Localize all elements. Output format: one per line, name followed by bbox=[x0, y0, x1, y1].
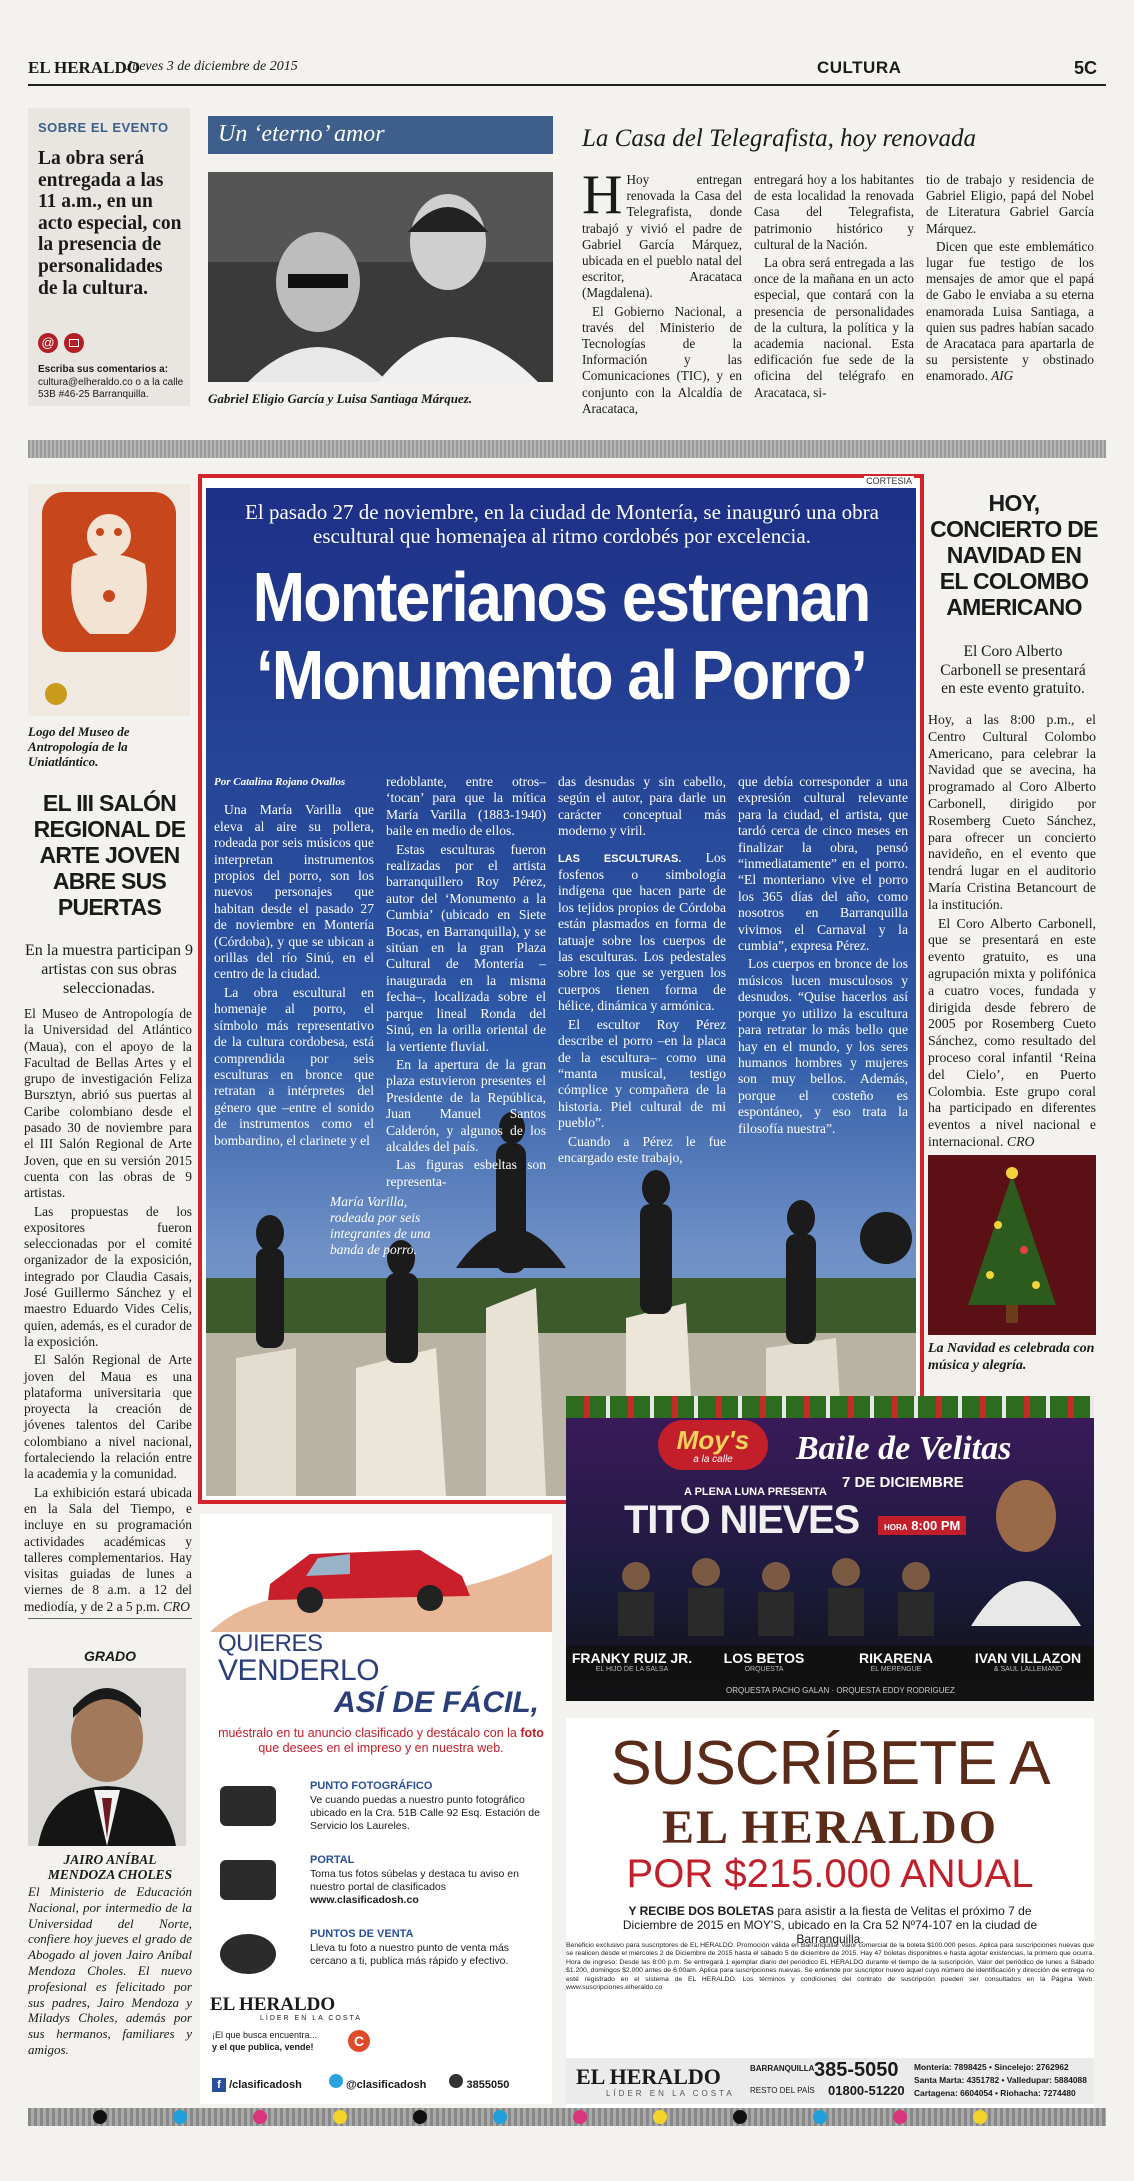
telegrafista-p3: entregará hoy a los habitantes de esta localidad la renovada Casa del Telegrafista, patrimonio histórico y cultural de la Nación. bbox=[754, 172, 914, 252]
grado-kicker: GRADO bbox=[83, 1648, 137, 1664]
clasif-line-3: ASÍ DE FÁCIL, bbox=[334, 1686, 540, 1719]
clasif-sub bbox=[212, 1726, 550, 1756]
concierto-p1: Hoy, a las 8:00 p.m., el Centro Cultural Colombo Americano, para celebrar la Navidad que se avecina, ha programado al Coro Alberto Carbonell, dirigido por Rosemberg Cueto Sánchez, para ofrecer un concierto navideño, en el evento que tendrá lugar en el auditorio María Cristina Betancourt de la institución. bbox=[928, 712, 1096, 912]
sus-city: BARRANQUILLA bbox=[750, 2064, 815, 2073]
registration-marks bbox=[60, 2108, 1080, 2126]
sus-line-2: EL HERALDO bbox=[661, 1801, 999, 1854]
artist-sub: EL HIJO DE LA SALSA bbox=[595, 1666, 669, 1673]
eterno-tag bbox=[208, 116, 553, 154]
sus-logo-sub: LÍDER EN LA COSTA bbox=[606, 2089, 735, 2098]
facebook-icon[interactable]: f bbox=[212, 2078, 226, 2092]
velitas-date: 7 DE DICIEMBRE bbox=[842, 1474, 964, 1491]
twitter-icon[interactable] bbox=[329, 2074, 343, 2088]
eterno-photo bbox=[208, 172, 553, 382]
telegrafista-col-3 bbox=[926, 172, 1094, 387]
salon-deck: En la muestra participan 9 artistas con sus obras seleccionadas. bbox=[25, 942, 193, 997]
porro-p9: El escultor Roy Pérez describe el porro –en la placa de la escultura– como una “manta musical, testigo cómplice y compañera de la historia. Piel cultural de mi pueblo”. bbox=[558, 1016, 726, 1131]
artist-item bbox=[962, 1650, 1094, 1673]
concierto-deck: El Coro Alberto Carbonell se presentará en este evento gratuito. bbox=[940, 643, 1086, 697]
clasif-item-text: Ve cuando puedas a nuestro punto fotográfico ubicado en la Cra. 51B Calle 92 Esq. Estación de Servicio los Laureles. bbox=[310, 1794, 540, 1832]
moys-sub: a la calle bbox=[693, 1454, 733, 1465]
porro-p2: La obra escultural en homenaje al porro, el símbolo más representativo de la cultura cordobesa, está comprendida por seis esculturas en bronce que retratan a intérpretes del género que –entre el sonido de instrumentos como el bombardino, el clarinete y el bbox=[214, 984, 374, 1148]
telegrafista-p6: Dicen que este emblemático lugar fue testigo de los mensajes de amor que el papá de Gabo le enviaba a su eterna enamorada Luisa Santiaga, a quien sus padres habían sacado de Aracataca para apartarla de su persistente y obstinado enamorado. bbox=[926, 238, 1094, 384]
artist-name: IVAN VILLAZON bbox=[974, 1650, 1082, 1666]
artist-item bbox=[698, 1650, 830, 1673]
sus-footer bbox=[566, 2058, 1094, 2104]
artist-name: LOS BETOS bbox=[723, 1650, 805, 1666]
telegrafista-sign: AIG bbox=[991, 368, 1014, 384]
clasif-item-text: Toma tus fotos súbelas y destaca tu aviso en nuestro portal de clasificados bbox=[310, 1868, 519, 1893]
grado-name: JAIRO ANÍBAL MENDOZA CHOLES bbox=[47, 1852, 173, 1882]
velitas-presents: A PLENA LUNA PRESENTA bbox=[684, 1486, 827, 1498]
ad-clasificados bbox=[200, 1514, 552, 2104]
velitas-title: Baile de Velitas bbox=[796, 1430, 1012, 1467]
sus-line-1: SUSCRÍBETE A bbox=[610, 1729, 1050, 1798]
twitter-handle[interactable]: @clasificadosh bbox=[345, 2079, 427, 2091]
paper-name: EL HERALDO bbox=[28, 58, 140, 77]
eterno-caption: Gabriel Eligio García y Luisa Santiaga Márquez. bbox=[208, 391, 472, 406]
porro-deck: El pasado 27 de noviembre, en la ciudad de Montería, se inauguró una obra escultural que homenajea al ritmo cordobés por excelencia. bbox=[245, 500, 879, 548]
concierto-p2: El Coro Alberto Carbonell, que se presentará en este evento gratuito, es una agrupación mixta y polifónica a cuatro voces, fundada y dirigida desde febrero de 2005 por Rosemberg Cueto Sánchez, como resultado del proceso coral infantil ‘Reina del Cielo’, en Puerto Colombia. Este grupo coral ha participado en diferentes eventos a nivel nacional e internacional. bbox=[928, 915, 1096, 1149]
clasif-item-title: PUNTO FOTOGRÁFICO bbox=[310, 1780, 433, 1792]
artist-sub: & SAUL LALLEMAND bbox=[993, 1666, 1063, 1673]
porro-col-3 bbox=[558, 774, 726, 1166]
porro-col-2 bbox=[386, 774, 546, 1190]
dropcap: H bbox=[582, 164, 623, 226]
sus-line-3: POR $215.000 ANUAL bbox=[626, 1852, 1034, 1896]
clasif-social bbox=[212, 2074, 548, 2092]
sus-city-line-1: Montería: 7898425 • Sincelejo: 2762962 bbox=[914, 2062, 1069, 2072]
event-text: La obra será entregada a las 11 a.m., en un acto especial, con la presencia de personalidades de la cultura. bbox=[38, 148, 182, 299]
clasif-item bbox=[210, 1854, 546, 1926]
artist-item bbox=[566, 1650, 698, 1673]
clasif-logo: EL HERALDO bbox=[210, 1994, 336, 2015]
moys-logo bbox=[658, 1420, 768, 1470]
velitas-headliner: TITO NIEVES bbox=[624, 1498, 860, 1542]
salon-p1: El Museo de Antropología de la Universidad del Atlántico (Maua), con el apoyo de la Facultad de Bellas Artes y el grupo de investigación Feliza Bursztyn, abrió sus puertas al Caribe colombiano desde el pasado 30 de noviembre para el III Salón Regional de Arte Joven, que en su versión 2015 cuenta con las obras de 9 artistas. bbox=[24, 1006, 192, 1201]
museo-caption: Logo del Museo de Antropología de la Uniatlántico. bbox=[28, 724, 130, 769]
band-photo bbox=[606, 1546, 966, 1636]
mail-icon bbox=[64, 333, 84, 353]
porro-title-1: Monterianos estrenan bbox=[252, 558, 870, 636]
clasif-logo-sub: LÍDER EN LA COSTA bbox=[260, 2015, 362, 2022]
museo-logo bbox=[28, 484, 190, 716]
salon-p2: Las propuestas de los expositores fueron seleccionadas por el comité organizador de la exposición, integrado por Claudia Casais, José Guillermo Sánchez y el maestro Eduardo Vides Celis, quien, además, es el curador de la exposición. bbox=[24, 1203, 192, 1349]
porro-col-1 bbox=[214, 774, 374, 1149]
clasif-tagline-1: ¡El que busca encuentra... bbox=[212, 2030, 318, 2040]
artist-sub: ORQUESTA bbox=[744, 1666, 784, 1673]
artist-name: RIKARENA bbox=[859, 1650, 933, 1666]
clasif-sub-bold: foto bbox=[520, 1726, 544, 1740]
clasif-phone: 3855050 bbox=[466, 2079, 510, 2091]
grado-rule bbox=[28, 1618, 192, 1619]
page-number: 5C bbox=[1074, 58, 1098, 78]
salon-p4: La exhibición estará ubicada en la Sala del Tiempo, e incluye en su programación actividades académicas y talleres complementarios. Hay visitas guiadas de lunes a viernes de 8 a.m. a 12 del mediodía, y de 2 a 5 p.m. bbox=[24, 1484, 192, 1614]
porro-p1: Una María Varilla que eleva al aire su pollera, rodeada por seis músicos que interpretan instrumentos propios del porro, son los nuevos personajes que habitan desde el pasado 27 de noviembre en Montería (Córdoba), y que se ubican a orillas del río Sinú, en el centro de la ciudad. bbox=[214, 802, 374, 982]
salon-sign: CRO bbox=[163, 1598, 190, 1614]
telegrafista-col-1 bbox=[582, 164, 742, 419]
porro-p4: Estas esculturas fueron realizadas por el artista barranquillero Roy Pérez, autor del ‘Monumento a la Cumbia’ (ubicado en Siete Bocas, en Barranquilla), y se sitúan en la gran Plaza Cultural de Montería –inaugurada en la misma fecha–, localizada sobre el parque lineal Ronda del Sinú, en la orilla oriental de la vertiente fluvial. bbox=[386, 841, 546, 1054]
christmas-photo bbox=[928, 1155, 1096, 1335]
concierto-body bbox=[928, 712, 1096, 1153]
telegrafista-p5: tio de trabajo y residencia de Gabriel Eligio, papá del Nobel de Literatura Gabriel García Márquez. bbox=[926, 172, 1094, 236]
concierto-caption: La Navidad es celebrada con música y alegría. bbox=[928, 1341, 1095, 1373]
artist-sub: EL MERENGUE bbox=[870, 1666, 922, 1673]
porro-p12: Los cuerpos en bronce de los músicos lucen musculosos y desnudos. “Quise hacerlos así porque yo utilizo la escultura para retratar lo más bello que hay en el mundo, y los seres humanos hombres y mujeres son muy bellos. Además, porque el costeño es espontáneo, y eso trata la filosofía nuestra”. bbox=[738, 956, 908, 1136]
sus-detail bbox=[600, 1904, 1060, 1946]
garland bbox=[566, 1396, 1094, 1418]
moys-brand: Moy's bbox=[676, 1425, 750, 1455]
clasif-line-1: QUIERES bbox=[218, 1630, 323, 1657]
car-photo bbox=[200, 1514, 552, 1632]
porro-p7: das desnudas y sin cabello, según el autor, para darle un carácter conceptual más moderno y viril. bbox=[558, 774, 726, 839]
camera-icon bbox=[220, 1860, 276, 1900]
event-box bbox=[28, 108, 190, 406]
ad-velitas bbox=[566, 1396, 1094, 1701]
porro-p11: que debía corresponder a una expresión cultural relevante para la ciudad, el artista, que tardó cerca de cinco meses en finalizar la obra, pensó “inmediatamente” en el porro. “El monteriano vive el porro los 365 días del año, como nosotros en Barranquilla vivimos el Carnaval y la cumbia”, expresa Pérez. bbox=[738, 774, 908, 954]
telegrafista-title: La Casa del Telegrafista, hoy renovada bbox=[582, 125, 976, 152]
sus-phone[interactable]: 385-5050 bbox=[814, 2059, 899, 2081]
porro-col-4 bbox=[738, 774, 908, 1137]
clasif-item bbox=[210, 1928, 546, 2000]
porro-subhead: LAS ESCULTURAS. bbox=[558, 852, 682, 865]
porro-byline: Por Catalina Rojano Ovallos bbox=[214, 776, 346, 788]
sus-rest-label: RESTO DEL PAÍS bbox=[750, 2086, 815, 2095]
porro-p3: redoblante, entre otros– ‘tocan’ para que la mítica María Varilla (1883-1940) baile en medio de ellos. bbox=[386, 774, 546, 839]
people-icon bbox=[220, 1934, 276, 1974]
telegrafista-p1: Hoy entregan renovada la Casa del Telegrafista, donde trabajó y vivió el padre de Gabriel García Márquez, ubicada en el pueblo natal del escritor, Aracataca (Magdalena). bbox=[582, 172, 742, 301]
clasif-item-url[interactable]: www.clasificadosh.co bbox=[310, 1894, 419, 1906]
clasif-items bbox=[210, 1780, 546, 2002]
clasif-sub-2: que desees en el impreso y en nuestra web. bbox=[258, 1741, 504, 1755]
eterno-tag-text: Un ‘eterno’ amor bbox=[218, 121, 385, 147]
porro-credit: CORTESIA bbox=[866, 476, 912, 486]
telegrafista-p4: La obra será entregada a las once de la mañana en un acto especial, que contará con la presencia de personalidades de la cultura, la política y la academia nacional. Esta edificación fue sede de la oficina del telégrafo en Aracataca, si- bbox=[754, 255, 914, 400]
porro-photo-caption: María Varilla, rodeada por seis integrantes de una banda de porro. bbox=[330, 1194, 431, 1257]
ad-suscribete bbox=[566, 1718, 1094, 2108]
grado-photo bbox=[28, 1668, 186, 1846]
clasif-item-text: Lleva tu foto a nuestro punto de venta más cercano a ti, publica más rápido y efectivo. bbox=[310, 1942, 510, 1967]
grado-text: El Ministerio de Educación Nacional, por intermedio de la Universidad del Norte, confiere hoy jueves el grado de Abogado al joven Jairo Aníbal Mendoza Choles. El nuevo profesional es felicitado por sus padres, Jairo Mendoza y Miladys Choles, además por sus hermanos, familiares y amigos. bbox=[28, 1884, 192, 2057]
sus-city-line-3: Cartagena: 6604054 • Riohacha: 7274480 bbox=[914, 2088, 1076, 2098]
clasif-line-2: VENDERLO bbox=[218, 1654, 380, 1687]
artist-row bbox=[566, 1646, 1094, 1686]
event-kicker: SOBRE EL EVENTO bbox=[38, 120, 169, 135]
sus-logo: EL HERALDO bbox=[576, 2064, 721, 2089]
clasif-item-title: PORTAL bbox=[310, 1854, 355, 1866]
sus-fine-print: Beneficio exclusivo para suscriptores de EL HERALDO. Promoción válida en Barranquilla. Valor comercial de la boleta $100.000 pesos. Aplica para suscripciones nuevas que se realicen desde el miércoles 2 de Diciembre de 2015 hasta el sábado 5 de diciembre de 2015. Hay 47 boletas disponibles e hasta agotar existencias, la primero que ocurra. Hora de ingreso: Desde las 8:00 p.m. Se entregará 1 ejemplar diario del periódico EL HERALDO durante el tiempo de la suscripción. Valor del periódico de lunes a Sábado $1.200, domingos $2.000 antes de 6:00am. Aplica para suscripciones nuevas. Se entiende por suscriptor nuevo aquel cuyo número de identificación y dirección de entrega no esté registrado en el sistema de EL HERALDO. Los términos y condiciones del contrato de suscripción pueden ser consultados en la Página Web: www.suscripciones.elheraldo.co bbox=[566, 1942, 1094, 1992]
sus-city-line-2: Santa Marta: 4351782 • Valledupar: 5884088 bbox=[914, 2075, 1087, 2085]
header-rule bbox=[28, 84, 1106, 86]
velitas-orchestras: ORQUESTA PACHO GALAN · ORQUESTA EDDY RODRIGUEZ bbox=[726, 1686, 955, 1695]
map-pin-icon bbox=[220, 1786, 276, 1826]
clasificados-logo-icon: C bbox=[348, 2030, 370, 2052]
section-divider bbox=[28, 440, 1106, 458]
porro-p5: En la apertura de la gran plaza estuvieron presentes el Presidente de la República, Juan Manuel Santos Calderón, y algunos de los alcaldes del país. bbox=[386, 1056, 546, 1154]
clasif-item-title: PUNTOS DE VENTA bbox=[310, 1928, 414, 1940]
clasif-sub-1: muéstralo en tu anuncio clasificado y destácalo con la bbox=[218, 1726, 521, 1740]
velitas-time: 8:00 PM bbox=[911, 1518, 961, 1533]
telegrafista-p2: El Gobierno Nacional, a través del Ministerio de Tecnologías de la Información y las Comunicaciones (TIC), y en conjunto con la Alcaldía de Aracataca, bbox=[582, 303, 742, 416]
salon-title: EL III SALÓN REGIONAL DE ARTE JOVEN ABRE SUS PUERTAS bbox=[33, 790, 186, 920]
velitas-time-label: HORA bbox=[884, 1523, 908, 1532]
porro-p6: Las figuras esbeltas son representa- bbox=[386, 1157, 546, 1189]
contact-label: Escriba sus comentarios a: bbox=[38, 364, 169, 375]
clasif-tagline-2: y el que publica, vende! bbox=[212, 2042, 314, 2052]
concierto-sign: CRO bbox=[1006, 1133, 1035, 1149]
salon-p3: El Salón Regional de Arte joven del Maua es una plataforma universitaria que proyecta la creación de jóvenes talentos del Caribe colombiano a nivel nacional, fortaleciendo la relación entre la academia y la comunidad. bbox=[24, 1352, 192, 1482]
phone-icon bbox=[449, 2074, 463, 2088]
header-date: Jueves 3 de diciembre de 2015 bbox=[126, 59, 298, 74]
clasif-item bbox=[210, 1780, 546, 1852]
sus-rest-phone[interactable]: 01800-51220 bbox=[828, 2083, 905, 2098]
artist-item bbox=[830, 1650, 962, 1673]
section-name: CULTURA bbox=[817, 58, 902, 77]
porro-p8: Los fosfenos o simbología indígena que hacen parte de los tejidos propios de Córdoba están plasmados en forma de tatuaje sobre los cuerpos de las esculturas. Los pedestales sobre los que se yerguen los cuerpos tienen forma de hélice, dinámica y armónica. bbox=[558, 849, 726, 1014]
sus-cities bbox=[914, 2061, 1087, 2100]
sus-detail-text: para asistir a la fiesta de Velitas el próximo 7 de Diciembre de 2015 en MOY'S, ubicado en la Cra 52 Nº74-107 en la ciudad de Barranquilla. bbox=[622, 1904, 1038, 1946]
concierto-title: HOY, CONCIERTO DE NAVIDAD EN EL COLOMBO AMERICANO bbox=[930, 490, 1098, 620]
velitas-time-box bbox=[878, 1516, 966, 1535]
porro-feature bbox=[198, 474, 924, 1504]
contact-text: cultura@elheraldo.co o a la calle 53B #46-25 Barranquilla. bbox=[38, 377, 184, 400]
telegrafista-col-2 bbox=[754, 172, 914, 403]
facebook-handle[interactable]: /clasificadosh bbox=[229, 2079, 302, 2091]
singer-photo bbox=[966, 1466, 1086, 1626]
salon-body bbox=[24, 1006, 192, 1617]
porro-p10: Cuando a Pérez le fue encargado este trabajo, bbox=[558, 1133, 726, 1165]
porro-title-2: ‘Monumento al Porro’ bbox=[256, 636, 866, 714]
page-header bbox=[28, 58, 1106, 82]
sus-detail-bold: Y RECIBE DOS BOLETAS bbox=[628, 1904, 775, 1918]
artist-name: FRANKY RUIZ JR. bbox=[571, 1650, 693, 1666]
at-icon: @ bbox=[38, 333, 58, 353]
